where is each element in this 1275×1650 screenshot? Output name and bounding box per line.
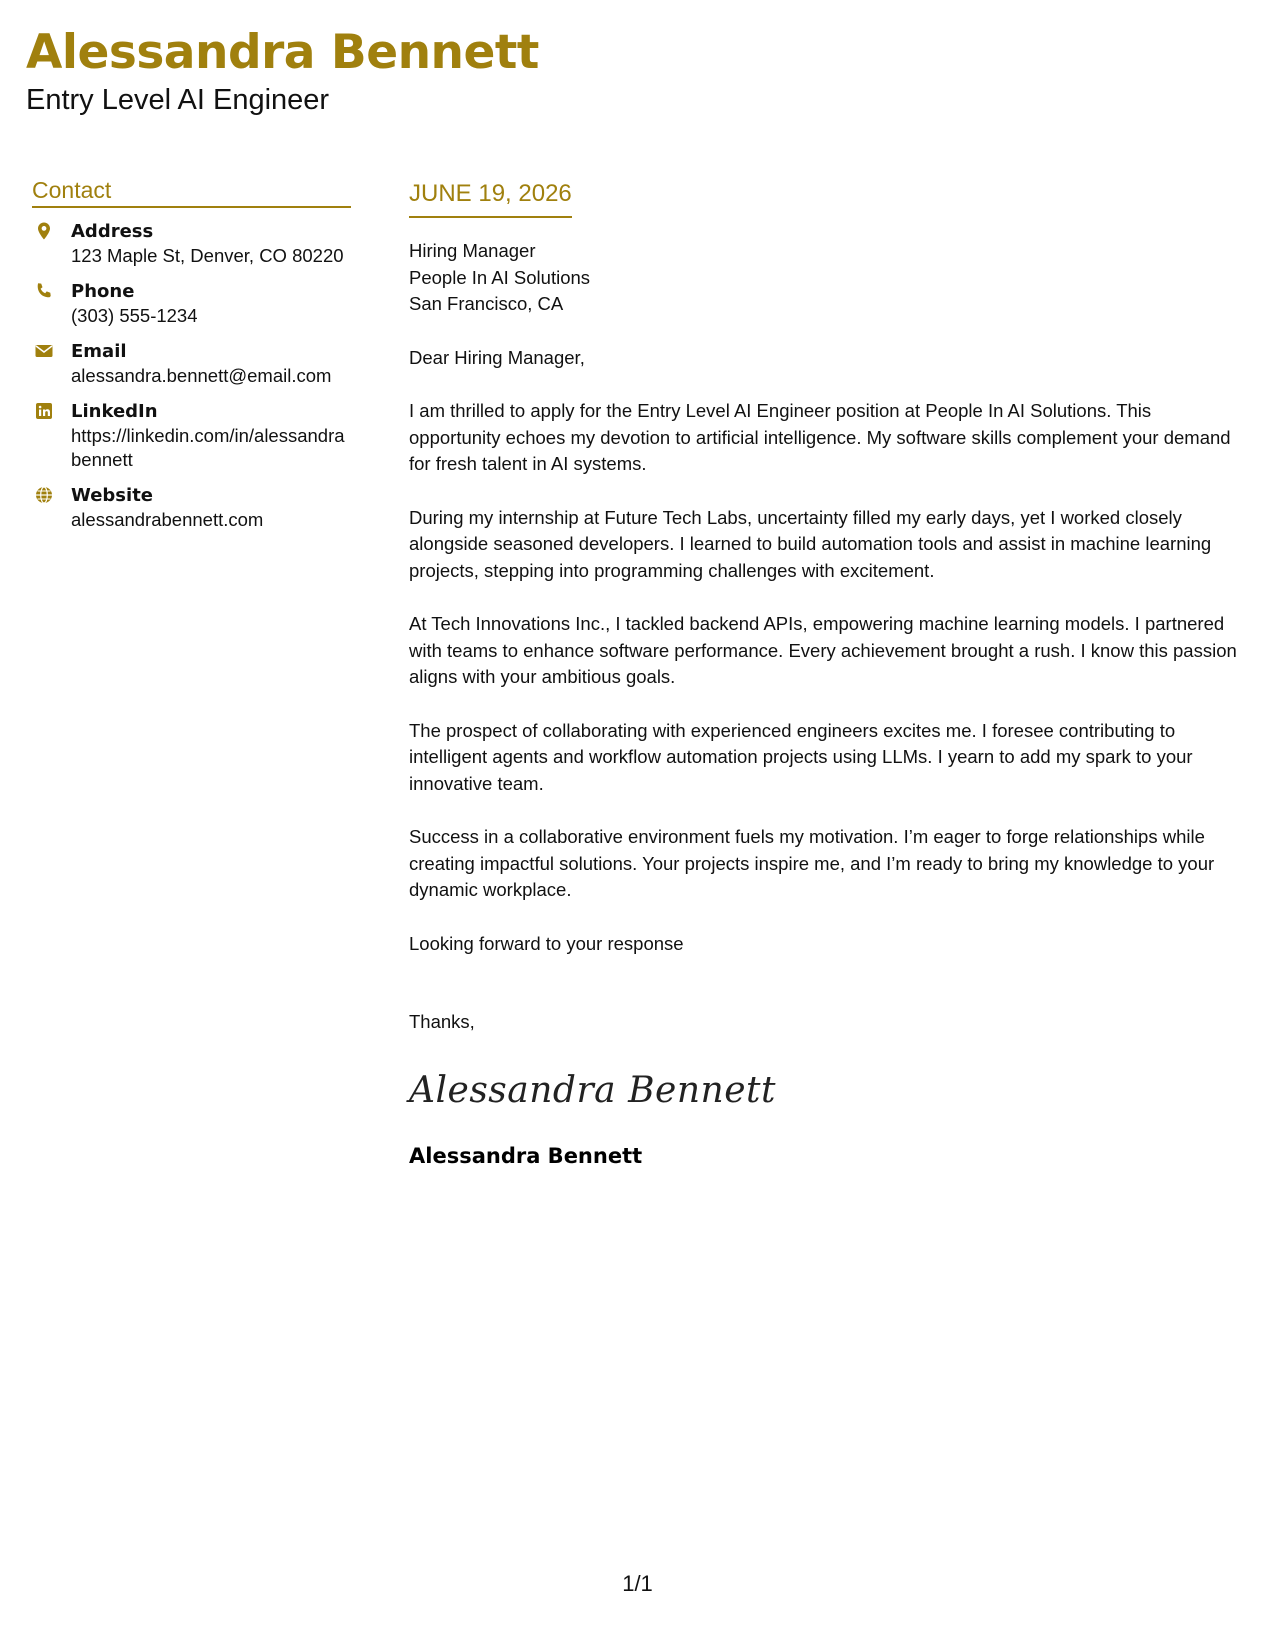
website-value[interactable]: alessandrabennett.com: [71, 509, 264, 530]
job-title: Entry Level AI Engineer: [26, 84, 330, 116]
phone-value: (303) 555-1234: [71, 305, 198, 326]
address-value: 123 Maple St, Denver, CO 80220: [71, 245, 344, 266]
contact-label: Email: [71, 341, 127, 362]
contact-label: Website: [71, 485, 154, 506]
contact-item-website: [32, 484, 351, 532]
recipient-company: People In AI Solutions: [409, 266, 591, 288]
resume-header: [26, 22, 539, 118]
contact-heading: Contact: [32, 176, 351, 208]
contact-label: Address: [71, 221, 154, 242]
email-value[interactable]: alessandra.bennett@email.com: [71, 365, 332, 386]
salutation: Dear Hiring Manager,: [409, 346, 585, 368]
globe-icon: [34, 485, 54, 505]
contact-item-phone: [32, 280, 351, 328]
paragraph: The prospect of collaborating with experienced engineers excites me. I foresee contributing to intelligent agents and workflow automation projects using LLMs. I yearn to add my spark to your innovative team.: [409, 719, 1193, 794]
phone-icon: [34, 281, 54, 301]
contact-item-linkedin: [32, 400, 351, 472]
closing-line: Looking forward to your response: [409, 932, 684, 954]
page-number: 1/1: [622, 1571, 653, 1596]
linkedin-value[interactable]: https://linkedin.com/in/alessandrabennett: [71, 425, 345, 470]
envelope-icon: [34, 341, 54, 361]
recipient-name: Hiring Manager: [409, 240, 536, 261]
recipient-block: [409, 238, 1239, 318]
date-block: [409, 178, 572, 218]
contact-item-address: [32, 220, 351, 268]
paragraph: During my internship at Future Tech Labs, uncertainty filled my early days, yet I worked closely alongside seasoned developers. I learned to build automation tools and assist in machine learning projects, stepping into programming challenges with excitement.: [409, 506, 1212, 581]
sign-off: Thanks,: [409, 1011, 475, 1032]
letter-body: [409, 178, 1239, 1170]
linkedin-icon: [34, 401, 54, 421]
signatory-name: Alessandra Bennett: [409, 1143, 643, 1168]
map-marker-icon: [34, 221, 54, 241]
contact-item-email: [32, 340, 351, 388]
contact-label: LinkedIn: [71, 401, 158, 422]
letter-date: JUNE 19, 2026: [409, 180, 572, 207]
contact-label: Phone: [71, 281, 135, 302]
recipient-location: San Francisco, CA: [409, 293, 564, 314]
applicant-name: Alessandra Bennett: [26, 25, 539, 80]
paragraph: I am thrilled to apply for the Entry Level AI Engineer position at People In AI Solutions. This opportunity echoes my devotion to artificial intelligence. My software skills complement your demand for fresh talent in AI systems.: [409, 400, 1231, 474]
contact-sidebar: [32, 176, 351, 544]
signature-image: Alessandra Bennett: [409, 1069, 776, 1111]
paragraph: Success in a collaborative environment fuels my motivation. I’m eager to forge relationships while creating impactful solutions. Your projects inspire me, and I’m ready to bring my knowledge to your dynamic workplace.: [409, 826, 1215, 900]
paragraph: At Tech Innovations Inc., I tackled backend APIs, empowering machine learning models. I partnered with teams to enhance software performance. Every achievement brought a rush. I know this passion aligns with your ambitious goals.: [409, 613, 1237, 687]
